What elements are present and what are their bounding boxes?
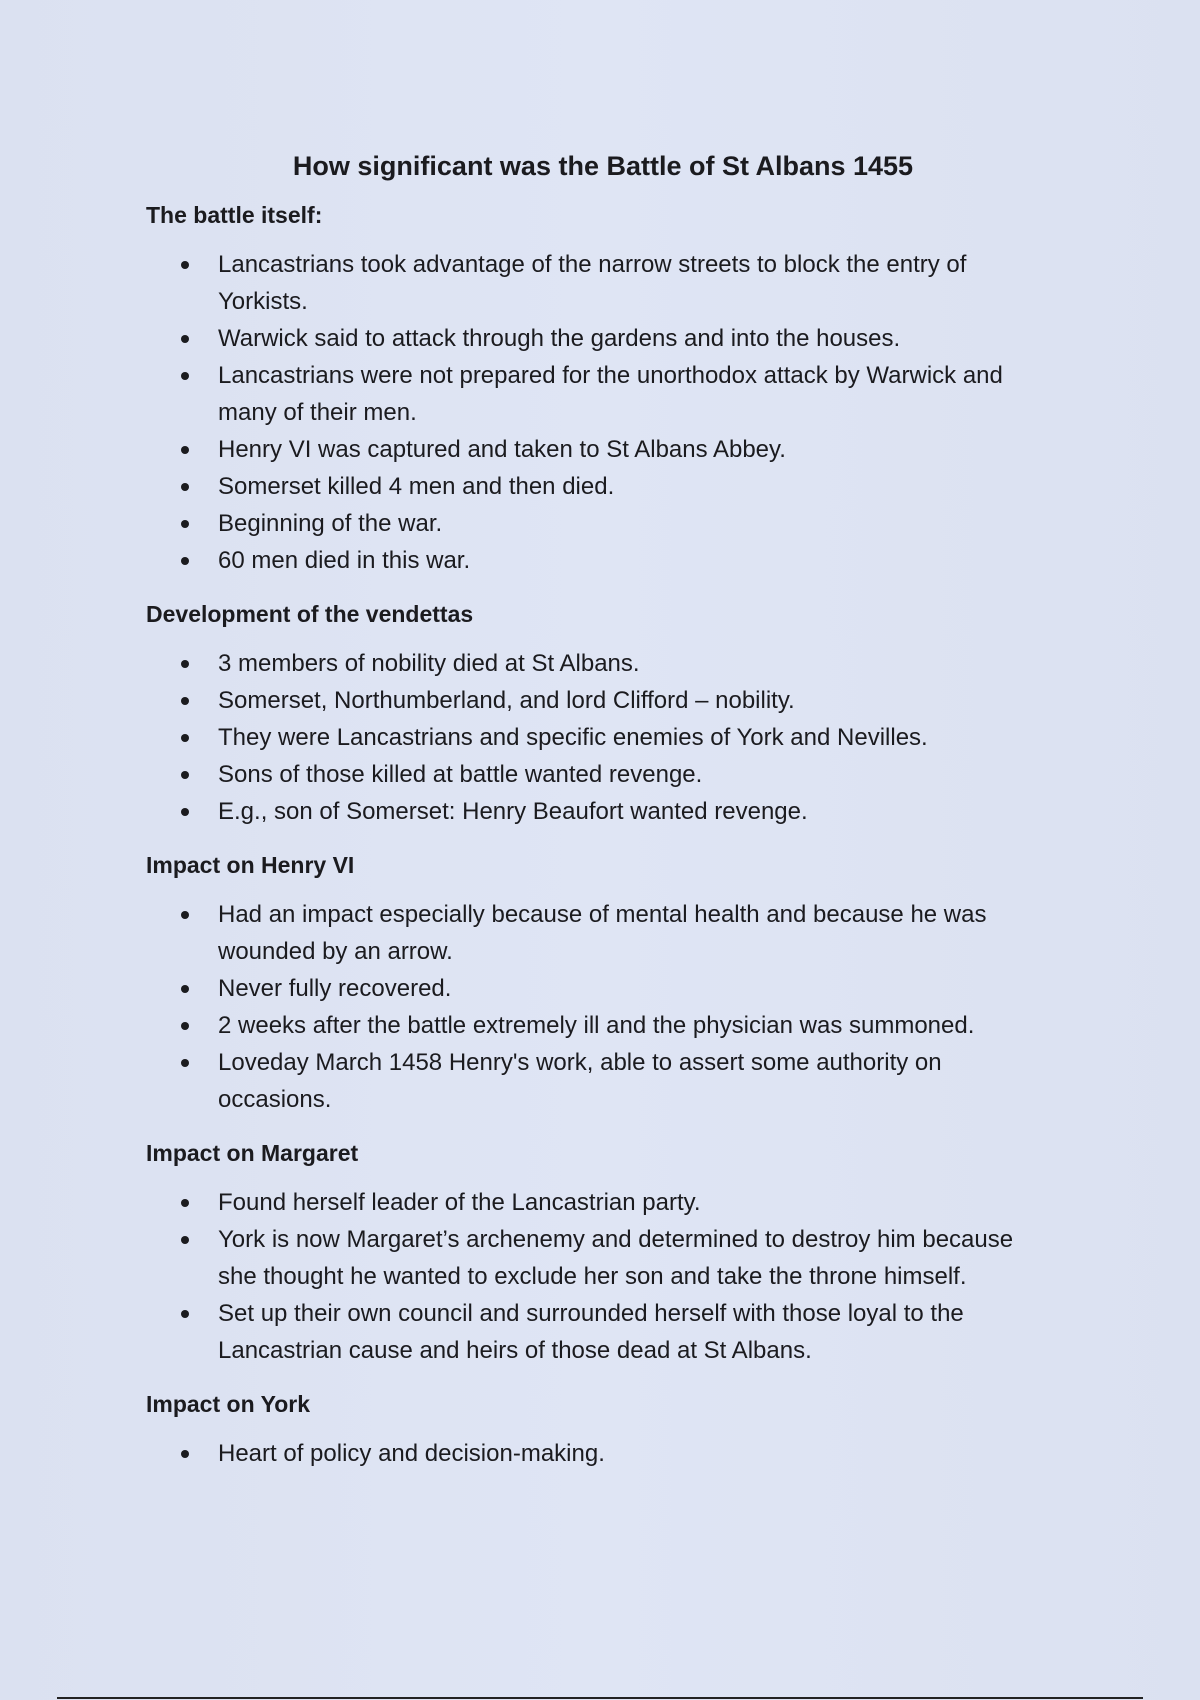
list-item-text: Somerset killed 4 men and then died. — [218, 473, 615, 500]
list-item — [146, 505, 1046, 542]
list-item-text: Loveday March 1458 Henry's work, able to assert some authority on occasions. — [218, 1049, 942, 1113]
bullet-icon — [181, 808, 189, 816]
list-item — [146, 1295, 1046, 1369]
list-item-text: Beginning of the war. — [218, 510, 443, 537]
list-item — [146, 1435, 1046, 1472]
list-item-text: York is now Margaret’s archenemy and determined to destroy him because she thought he wanted to exclude her son and take the throne himself. — [218, 1226, 1014, 1290]
bullet-icon — [181, 335, 189, 343]
list-item — [146, 682, 1046, 719]
list-item — [146, 896, 1046, 970]
bullet-icon — [181, 372, 189, 380]
section-list-york — [146, 1435, 1046, 1472]
section-heading-henry: Impact on Henry VI — [146, 852, 355, 878]
list-item — [146, 431, 1046, 468]
list-item — [146, 756, 1046, 793]
bullet-icon — [181, 911, 189, 919]
list-item-text: They were Lancastrians and specific enemies of York and Nevilles. — [218, 724, 928, 751]
bullet-icon — [181, 1236, 189, 1244]
list-item-text: Never fully recovered. — [218, 975, 452, 1002]
bullet-icon — [181, 1310, 189, 1318]
list-item-text: Set up their own council and surrounded herself with those loyal to the Lancastrian cause and heirs of those dead at St Albans. — [218, 1300, 964, 1364]
bullet-icon — [181, 446, 189, 454]
list-item — [146, 1221, 1046, 1295]
section-list-vendettas — [146, 645, 1046, 830]
section-heading-york: Impact on York — [146, 1391, 311, 1417]
list-item-text: Had an impact especially because of mental health and because he was wounded by an arrow. — [218, 901, 987, 965]
list-item-text: Heart of policy and decision-making. — [218, 1440, 605, 1467]
list-item — [146, 357, 1046, 431]
list-item-text: E.g., son of Somerset: Henry Beaufort wanted revenge. — [218, 798, 808, 825]
list-item-text: 3 members of nobility died at St Albans. — [218, 650, 640, 677]
bullet-icon — [181, 557, 189, 565]
bullet-icon — [181, 1450, 189, 1458]
bullet-icon — [181, 771, 189, 779]
list-item — [146, 320, 1046, 357]
bullet-icon — [181, 1059, 189, 1067]
bullet-icon — [181, 734, 189, 742]
bullet-icon — [181, 660, 189, 668]
section-heading-vendettas: Development of the vendettas — [146, 601, 474, 627]
section-list-battle — [146, 246, 1046, 579]
list-item-text: Lancastrians were not prepared for the unorthodox attack by Warwick and many of their men. — [218, 362, 1003, 426]
list-item — [146, 468, 1046, 505]
bullet-icon — [181, 261, 189, 269]
list-item-text: Found herself leader of the Lancastrian party. — [218, 1189, 701, 1216]
bullet-icon — [181, 985, 189, 993]
list-item — [146, 1007, 1046, 1044]
section-heading-margaret: Impact on Margaret — [146, 1140, 359, 1166]
list-item-text: Somerset, Northumberland, and lord Clifford – nobility. — [218, 687, 795, 714]
list-item — [146, 970, 1046, 1007]
list-item — [146, 542, 1046, 579]
list-item-text: 2 weeks after the battle extremely ill and the physician was summoned. — [218, 1012, 975, 1039]
list-item — [146, 1184, 1046, 1221]
section-list-margaret — [146, 1184, 1046, 1369]
document-body — [146, 144, 1046, 1490]
list-item — [146, 1044, 1046, 1118]
bullet-icon — [181, 1022, 189, 1030]
page-title: How significant was the Battle of St Albans 1455 — [292, 151, 914, 181]
bullet-icon — [181, 697, 189, 705]
list-item-text: Warwick said to attack through the gardens and into the houses. — [218, 325, 901, 352]
section-list-henry — [146, 896, 1046, 1118]
list-item-text: Henry VI was captured and taken to St Albans Abbey. — [218, 436, 786, 463]
list-item-text: Sons of those killed at battle wanted revenge. — [218, 761, 703, 788]
bullet-icon — [181, 483, 189, 491]
list-item — [146, 645, 1046, 682]
list-item — [146, 246, 1046, 320]
bullet-icon — [181, 520, 189, 528]
list-item — [146, 793, 1046, 830]
list-item-text: 60 men died in this war. — [218, 547, 471, 574]
page-divider — [57, 1697, 1143, 1699]
list-item — [146, 719, 1046, 756]
list-item-text: Lancastrians took advantage of the narrow streets to block the entry of Yorkists. — [218, 251, 967, 315]
section-heading-battle: The battle itself: — [146, 202, 323, 228]
bullet-icon — [181, 1199, 189, 1207]
